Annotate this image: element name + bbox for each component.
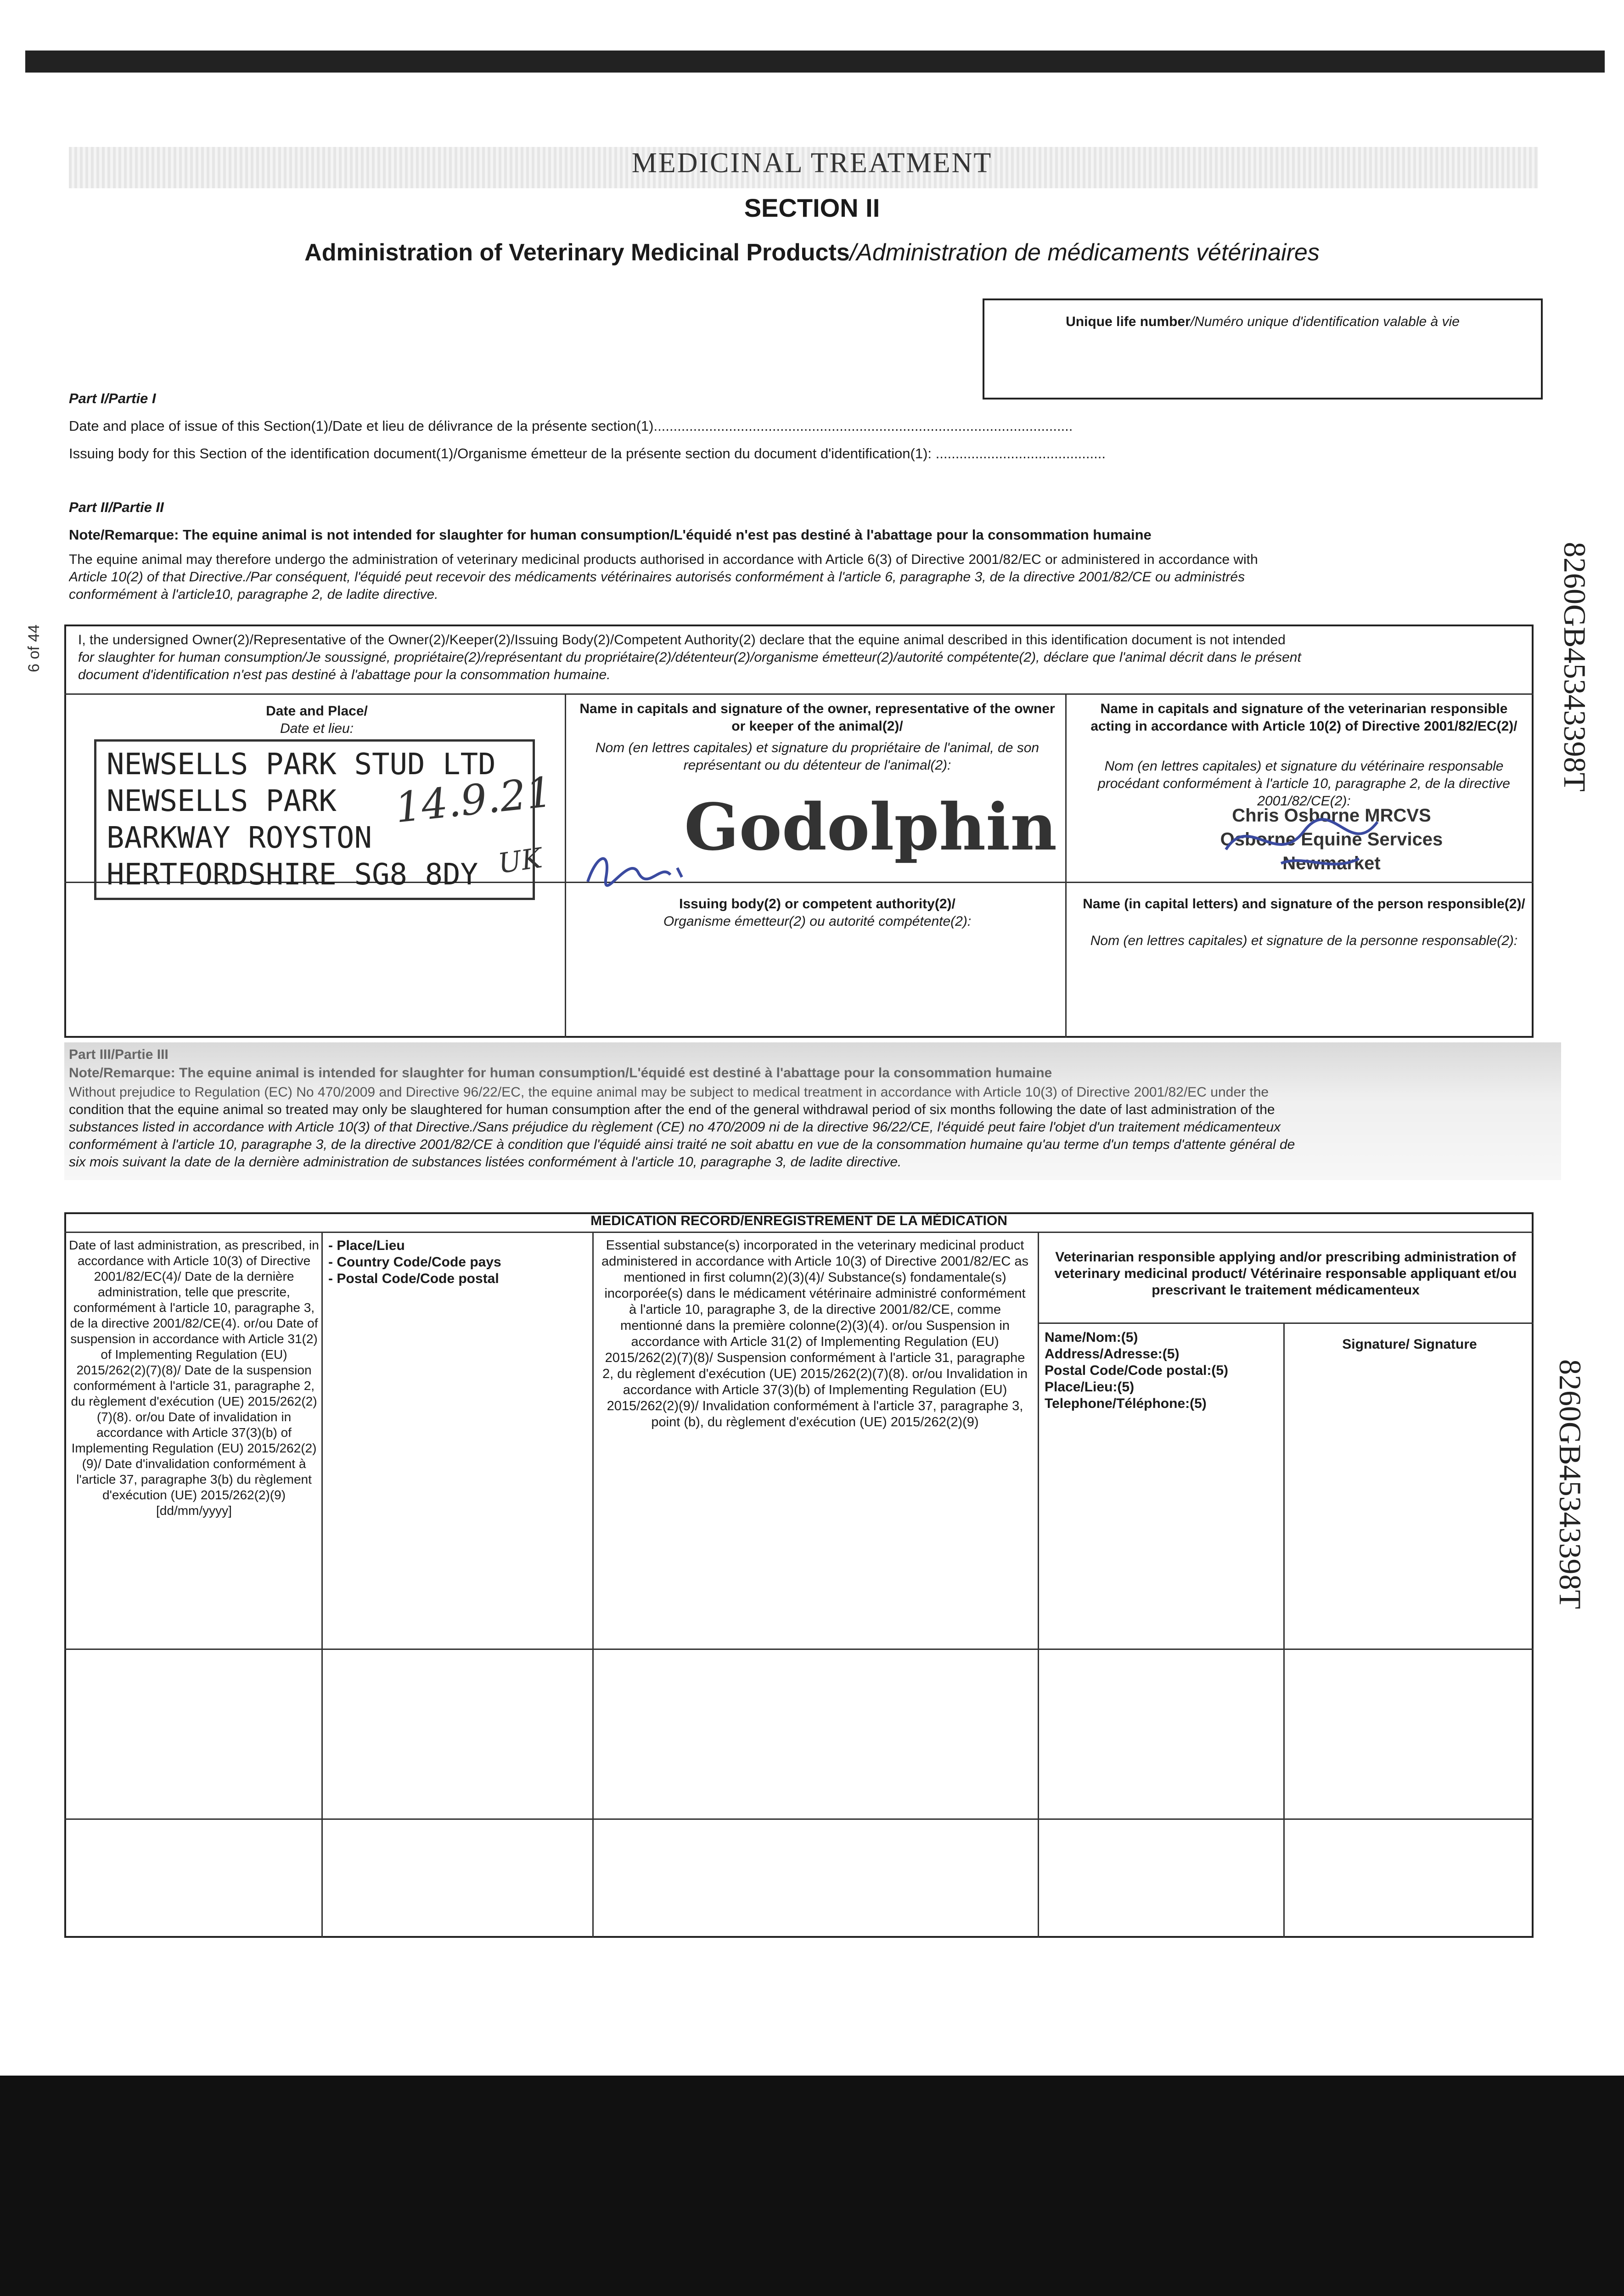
vet-name-field: Name/Nom:(5) xyxy=(1045,1330,1138,1345)
med-col-postal-code: - Postal Code/Code postal xyxy=(328,1271,499,1286)
vet-postal-field: Postal Code/Code postal:(5) xyxy=(1045,1363,1229,1378)
owner-name-header-fr: Nom (en lettres capitales) et signature du propriétaire de l'animal, de son représentant ou du détenteur de l'animal(2): xyxy=(595,740,1040,773)
vet-name-header-fr: Nom (en lettres capitales) et signature du vétérinaire responsable procédant conformément à l'article 10, paragraphe 2, de la directive 2001/82/CE(2): xyxy=(1098,759,1510,809)
medicinal-treatment-title: MEDICINAL TREATMENT xyxy=(631,147,993,179)
owner-name-header: Name in capitals and signature of the owner, representative of the owner or keeper of the animal(2)/ xyxy=(579,701,1055,734)
declaration-line-1: I, the undersigned Owner(2)/Representative of the Owner(2)/Keeper(2)/Issuing Body(2)/Competent Authority(2) declare that the equine animal described in this identification document is not intended xyxy=(78,632,1286,647)
uln-label-en: Unique life number xyxy=(1066,314,1191,329)
stamp-line-1: NEWSELLS PARK STUD LTD xyxy=(107,748,496,782)
med-col-place: - Place/Lieu xyxy=(328,1238,405,1253)
part1-issuing-body: Issuing body for this Section of the identification document(1)/Organisme émetteur de la présente section du document d'identification(1): ........................................... xyxy=(69,445,1106,461)
date-place-header-fr: Date et lieu: xyxy=(280,721,354,736)
vet-stamp-line-2: Osborne Equine Services xyxy=(1220,829,1443,850)
part3-heading: Part III/Partie III xyxy=(69,1047,169,1062)
med-col-country-code: - Country Code/Code pays xyxy=(328,1255,501,1270)
med-col-date-header: Date of last administration, as prescribed, in accordance with Article 10(3) of Directive 2001/82/EC(4)/ Date de la dernière administration, telle que prescrite, conformément à l'article 10, paragraphe 3, de la directive 2001/82/CE(4). or/ou Date of suspension in accordance with Article 31(2) of Implementing Regulation (EU) 2015/262(2)(7)(8)/ Date de la suspension conformément à l'article 31, paragraphe 2, du règlement d'exécution (UE) 2015/262(2)(7)(8). or/ou Date of invalidation in accordance with Article 37(3)(b) of Implementing Regulation (EU) 2015/262(2)(9)/ Date d'invalidation conformément à l'article 37, paragraphe 3(b) du règlement d'exécution (UE) 2015/262(2)(9) [dd/mm/yyyy] xyxy=(69,1238,319,1518)
vet-place-field: Place/Lieu:(5) xyxy=(1045,1379,1135,1395)
vet-signature-field: Signature/ Signature xyxy=(1342,1337,1477,1352)
declaration-col-divider-1 xyxy=(565,693,566,1038)
med-col-vet-header: Veterinarian responsible applying and/or prescribing administration of veterinary medicinal product/ Vétérinaire responsable appliquant et/ou prescrivant le traitement médicamenteux xyxy=(1054,1249,1517,1298)
part2-paragraph-3: conformément à l'article10, paragraphe 2, de ladite directive. xyxy=(69,587,438,602)
stamp-line-2: NEWSELLS PARK xyxy=(107,784,337,818)
admin-title-en: Administration of Veterinary Medicinal Products xyxy=(304,239,850,266)
vet-stamp-line-3: Newmarket xyxy=(1282,853,1381,873)
med-col-divider-1 xyxy=(321,1232,323,1938)
part3-note: Note/Remarque: The equine animal is intended for slaughter for human consumption/L'équidé est destiné à l'abattage pour la consommation humaine xyxy=(69,1065,1052,1080)
admin-title-fr: /Administration de médicaments vétérinaires xyxy=(849,239,1320,266)
side-id-number-bottom: 8260GB45343398T xyxy=(1553,1359,1588,1609)
part1-heading: Part I/Partie I xyxy=(69,390,156,406)
handwritten-date: 14.9.21 xyxy=(393,768,555,833)
date-place-header: Date and Place/ xyxy=(266,703,368,719)
part3-line-4: conformément à l'article 10, paragraphe 3, de la directive 2001/82/CE à condition que l'équidé ainsi traité ne soit abattu en vue de la consommation humaine qu'au terme d'un temps d'attente général de xyxy=(69,1137,1295,1152)
page-number: 6 of 44 xyxy=(25,625,43,672)
owner-name-godolphin: Godolphin xyxy=(684,790,1057,865)
section-title: SECTION II xyxy=(744,193,880,222)
med-col-divider-2 xyxy=(592,1232,594,1938)
part2-note: Note/Remarque: The equine animal is not intended for slaughter for human consumption/L'équidé n'est pas destiné à l'abattage pour la consommation humaine xyxy=(69,527,1152,543)
part3-line-2: condition that the equine animal so treated may only be slaughtered for human consumption after the end of the general withdrawal period of six months following the date of last administration of the xyxy=(69,1102,1275,1117)
vet-stamp-line-1: Chris Osborne MRCVS xyxy=(1232,805,1431,826)
declaration-col-divider-2 xyxy=(1065,693,1067,1038)
medication-record-title: MEDICATION RECORD/ENREGISTREMENT DE LA MÉDICATION xyxy=(590,1213,1007,1228)
uln-label-fr: /Numéro unique d'identification valable à vie xyxy=(1190,314,1460,329)
side-id-number-top: 8260GB45343398T xyxy=(1557,542,1592,792)
stamp-line-4: HERTFORDSHIRE SG8 8DY xyxy=(107,858,478,892)
part3-line-1: Without prejudice to Regulation (EC) No 470/2009 and Directive 96/22/EC, the equine animal may be subject to medical treatment in accordance with Article 10(3) of Directive 2001/82/EC under the xyxy=(69,1085,1269,1100)
scan-bottom-edge xyxy=(0,2076,1624,2296)
med-row-divider-2 xyxy=(64,1818,1534,1820)
vet-address-field: Address/Adresse:(5) xyxy=(1045,1346,1180,1362)
part3-line-3: substances listed in accordance with Article 10(3) of that Directive./Sans préjudice du règlement (CE) no 470/2009 ni de la directive 96/22/CE, l'équidé peut faire l'objet d'un traitement médicamenteux xyxy=(69,1120,1281,1135)
part1-date-place: Date and place of issue of this Section(1)/Date et lieu de délivrance de la présente section(1).......................................................................................................... xyxy=(69,418,1073,434)
declaration-line-3: document d'identification n'est pas destiné à l'abattage pour la consommation humaine. xyxy=(78,667,611,682)
vet-signature xyxy=(1212,794,1442,877)
part2-paragraph-1: The equine animal may therefore undergo the administration of veterinary medicinal products authorised in accordance with Article 6(3) of Directive 2001/82/EC or administered in accordance with xyxy=(69,552,1258,567)
medication-title-divider xyxy=(64,1232,1534,1233)
part2-heading: Part II/Partie II xyxy=(69,499,164,515)
vet-name-header: Name in capitals and signature of the veterinarian responsible acting in accordance with Article 10(2) of Directive 2001/82/EC(2)/ xyxy=(1090,701,1517,734)
issuing-body-header-fr: Organisme émetteur(2) ou autorité compétente(2): xyxy=(663,914,972,929)
issuing-body-header: Issuing body(2) or competent authority(2)/ xyxy=(679,896,955,912)
med-col-substance-header: Essential substance(s) incorporated in the veterinary medicinal product administered in accordance with Article 10(3) of Directive 2001/82/EC as mentioned in first column(2)(3)(4)/ Substance(s) fondamentale(s) incorporée(s) dans le médicament vétérinaire administré conformément à l'article 10, paragraphe 3, de la directive 2001/82/CE, comme mentionné dans la première colonne(2)(3)(4). or/ou Suspension in accordance with Article 31(2) of Implementing Regulation (EU) 2015/262(2)(7)(8)/ Suspension conformément à l'article 31, paragraphe 2, du règlement d'exécution (UE) 2015/262(2)(7)(8). or/ou Invalidation in accordance with Article 37(3)(b) of Implementing Regulation (EU) 2015/262(2)(9)/ Invalidation conformément à l'article 37, paragraphe 3, point (b), du règlement d'exécution (UE) 2015/262(2)(9) xyxy=(601,1238,1029,1429)
med-col-divider-4 xyxy=(1283,1322,1285,1938)
scan-top-edge xyxy=(25,51,1605,73)
unique-life-number-box xyxy=(983,298,1543,400)
med-col-divider-3 xyxy=(1038,1232,1039,1938)
med-row-divider-1 xyxy=(64,1649,1534,1650)
vet-telephone-field: Telephone/Téléphone:(5) xyxy=(1045,1396,1207,1411)
handwritten-uk: UK xyxy=(496,842,544,880)
declaration-line-2: for slaughter for human consumption/Je soussigné, propriétaire(2)/représentant du propriétaire(2)/détenteur(2)/organisme émetteur(2)/autorité compétente(2), déclare que l'animal décrit dans le présent xyxy=(78,650,1301,665)
responsible-person-header: Name (in capital letters) and signature of the person responsible(2)/ xyxy=(1083,896,1525,912)
administration-title xyxy=(0,239,1624,266)
part2-paragraph-2: Article 10(2) of that Directive./Par conséquent, l'équidé peut recevoir des médicaments vétérinaires autorisés conformément à l'article 6, paragraphe 3, de la directive 2001/82/CE ou administrés xyxy=(69,569,1245,585)
declaration-divider xyxy=(64,693,1534,695)
stamp-line-3: BARKWAY ROYSTON xyxy=(107,821,372,855)
part3-line-5: six mois suivant la date de la dernière administration de substances listées conformément à l'article 10, paragraphe 3, de ladite directive. xyxy=(69,1154,902,1170)
responsible-person-header-fr: Nom (en lettres capitales) et signature de la personne responsable(2): xyxy=(1090,933,1518,948)
vet-subheader-divider xyxy=(1038,1322,1534,1324)
